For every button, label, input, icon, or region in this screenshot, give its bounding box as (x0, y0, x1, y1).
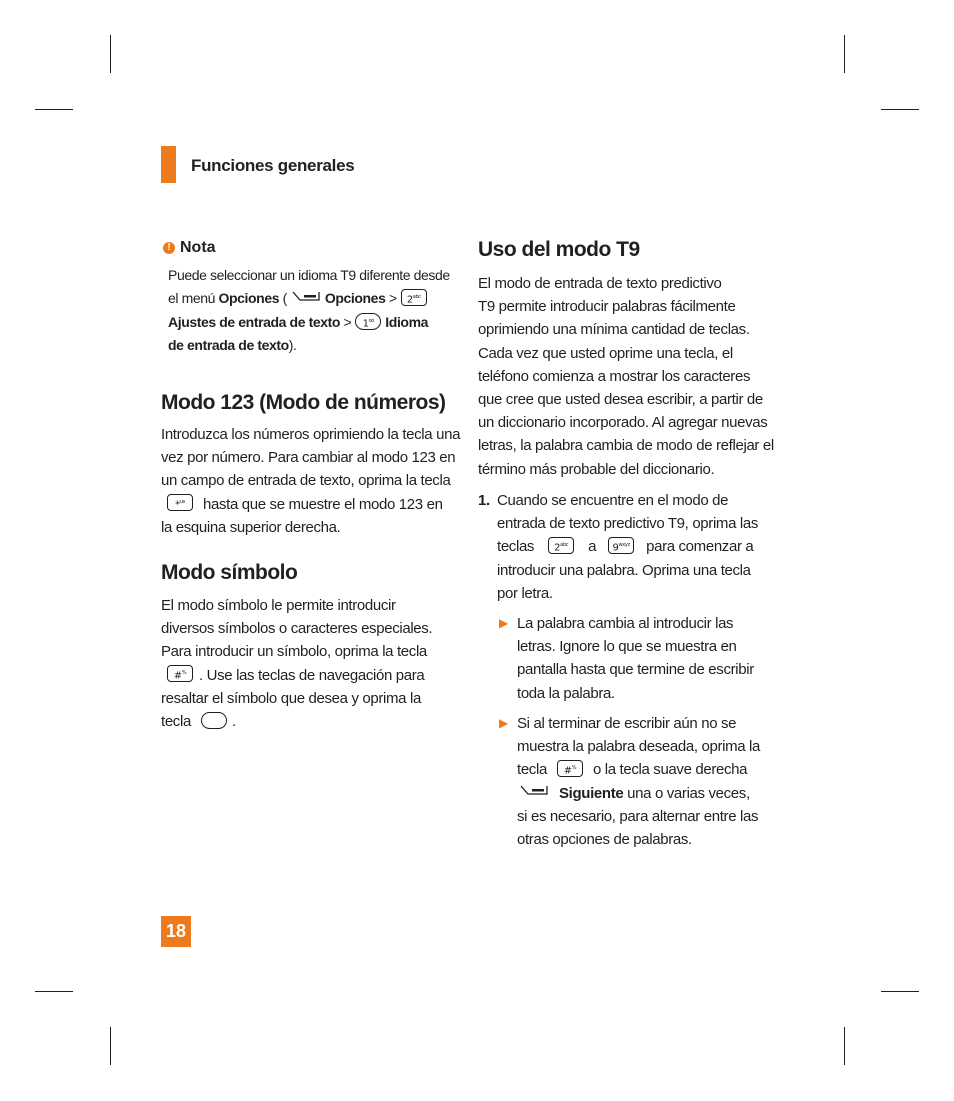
crop-mark (844, 1027, 845, 1065)
section-accent-bar (161, 146, 176, 183)
body-line: por letra. (497, 584, 553, 602)
bullet-1-body (517, 612, 787, 705)
heading-modo-123: Modo 123 (Modo de números) (161, 391, 446, 414)
menu-siguiente: Siguiente (559, 784, 624, 802)
heading-modo-simbolo: Modo símbolo (161, 561, 298, 584)
modo-123-body (161, 423, 461, 539)
crop-mark (35, 991, 73, 992)
note-line: el menú Opciones ( Opciones > $2^{abc}$ (168, 287, 453, 310)
bullet-2-body (517, 712, 787, 851)
ok-key-icon (201, 712, 227, 729)
crop-mark (881, 109, 919, 110)
crop-mark (881, 991, 919, 992)
menu-opciones-sub: Opciones (324, 290, 386, 307)
body-line: pantalla hasta que termine de escribir (517, 661, 754, 679)
key-2-icon: $2^{abc}$ (548, 537, 574, 554)
body-line: introducir una palabra. Oprima una tecla (497, 561, 751, 579)
body-line: La palabra cambia al introducir las (517, 615, 734, 632)
note-line: de entrada de texto). (168, 337, 297, 354)
body-line: El modo símbolo le permite introducir (161, 597, 396, 614)
body-line: Siguiente una o varias veces, (517, 782, 787, 805)
body-line: toda la palabra. (517, 684, 615, 702)
star-key-icon: *$^{us}$ (167, 494, 193, 511)
body-line: El modo de entrada de texto predictivo (478, 275, 722, 292)
body-line: #% . Use las teclas de navegación para (161, 664, 461, 687)
body-line: resaltar el símbolo que desea y oprima la (161, 689, 421, 707)
body-line: T9 permite introducir palabras fácilmente (478, 298, 736, 316)
info-icon: ! (163, 242, 175, 254)
step-number: 1. (478, 492, 490, 509)
body-line: si es necesario, para alternar entre las (517, 807, 759, 825)
body-line: un campo de entrada de texto, oprima la tecla (161, 472, 451, 490)
body-line: tecla #% o la tecla suave derecha (517, 761, 748, 779)
page-number: 18 (161, 916, 191, 947)
menu-idioma: Idioma (385, 313, 429, 330)
uso-t9-intro (478, 272, 778, 481)
crop-mark (110, 1027, 111, 1065)
body-line: entrada de texto predictivo T9, oprima las (497, 515, 759, 533)
note-heading (163, 239, 216, 257)
body-line: término más probable del diccionario. (478, 460, 715, 478)
note-line: Puede seleccionar un idioma T9 diferente desde (168, 267, 450, 283)
bullet-arrow-icon: ▶ (499, 616, 509, 630)
menu-opciones: Opciones (218, 290, 280, 307)
body-line: letras, la palabra cambia de modo de reflejar el (478, 437, 774, 455)
hash-key-icon: #% (557, 760, 583, 777)
modo-simbolo-body (161, 594, 461, 733)
crop-mark (110, 35, 111, 73)
body-line: Introduzca los números oprimiendo la tecla una (161, 426, 461, 443)
body-line: Si al terminar de escribir aún no se (517, 715, 737, 732)
body-line: otras opciones de palabras. (517, 831, 692, 849)
bullet-arrow-icon: ▶ (499, 716, 509, 730)
key-2-icon: $2^{abc}$ (401, 289, 427, 306)
body-line: vez por número. Para cambiar al modo 123 en (161, 449, 456, 467)
body-line: Cuando se encuentre en el modo de (497, 492, 729, 509)
body-line: que cree que usted desea escribir, a partir de (478, 391, 763, 409)
left-softkey-icon (291, 289, 321, 306)
body-line: teléfono comienza a mostrar los caracteres (478, 367, 751, 385)
note-line: Ajustes de entrada de texto > $1^{oo}$ Idioma (168, 313, 429, 330)
key-9-icon: $9^{wxyz}$ (608, 537, 634, 554)
note-heading-label: Nota (180, 239, 216, 256)
section-title: Funciones generales (191, 156, 355, 175)
body-line: muestra la palabra deseada, oprima la (517, 738, 761, 756)
body-line: letras. Ignore lo que se muestra en (517, 638, 737, 656)
body-line: la esquina superior derecha. (161, 518, 341, 536)
heading-uso-t9: Uso del modo T9 (478, 238, 640, 261)
step-1-body (497, 489, 777, 605)
body-line: *$^{us}$ hasta que se muestre el modo 123 en (161, 493, 461, 516)
crop-mark (35, 109, 73, 110)
body-line: tecla . (161, 713, 236, 731)
crop-mark (844, 35, 845, 73)
right-softkey-icon (519, 783, 549, 800)
body-line: un diccionario incorporado. Al agregar nuevas (478, 414, 768, 432)
body-line: teclas $2^{abc}$ a $9^{wxyz}$ para comenzar a (497, 538, 754, 556)
hash-key-icon: #% (167, 665, 193, 682)
body-line: diversos símbolos o caracteres especiales. (161, 620, 433, 638)
menu-ajustes: Ajustes de entrada de texto (168, 313, 341, 330)
body-line: Cada vez que usted oprime una tecla, el (478, 344, 733, 362)
key-1-icon: $1^{oo}$ (355, 313, 381, 330)
note-body (168, 264, 453, 358)
body-line: Para introducir un símbolo, oprima la tecla (161, 643, 427, 661)
body-line: oprimiendo una mínima cantidad de teclas. (478, 321, 750, 339)
